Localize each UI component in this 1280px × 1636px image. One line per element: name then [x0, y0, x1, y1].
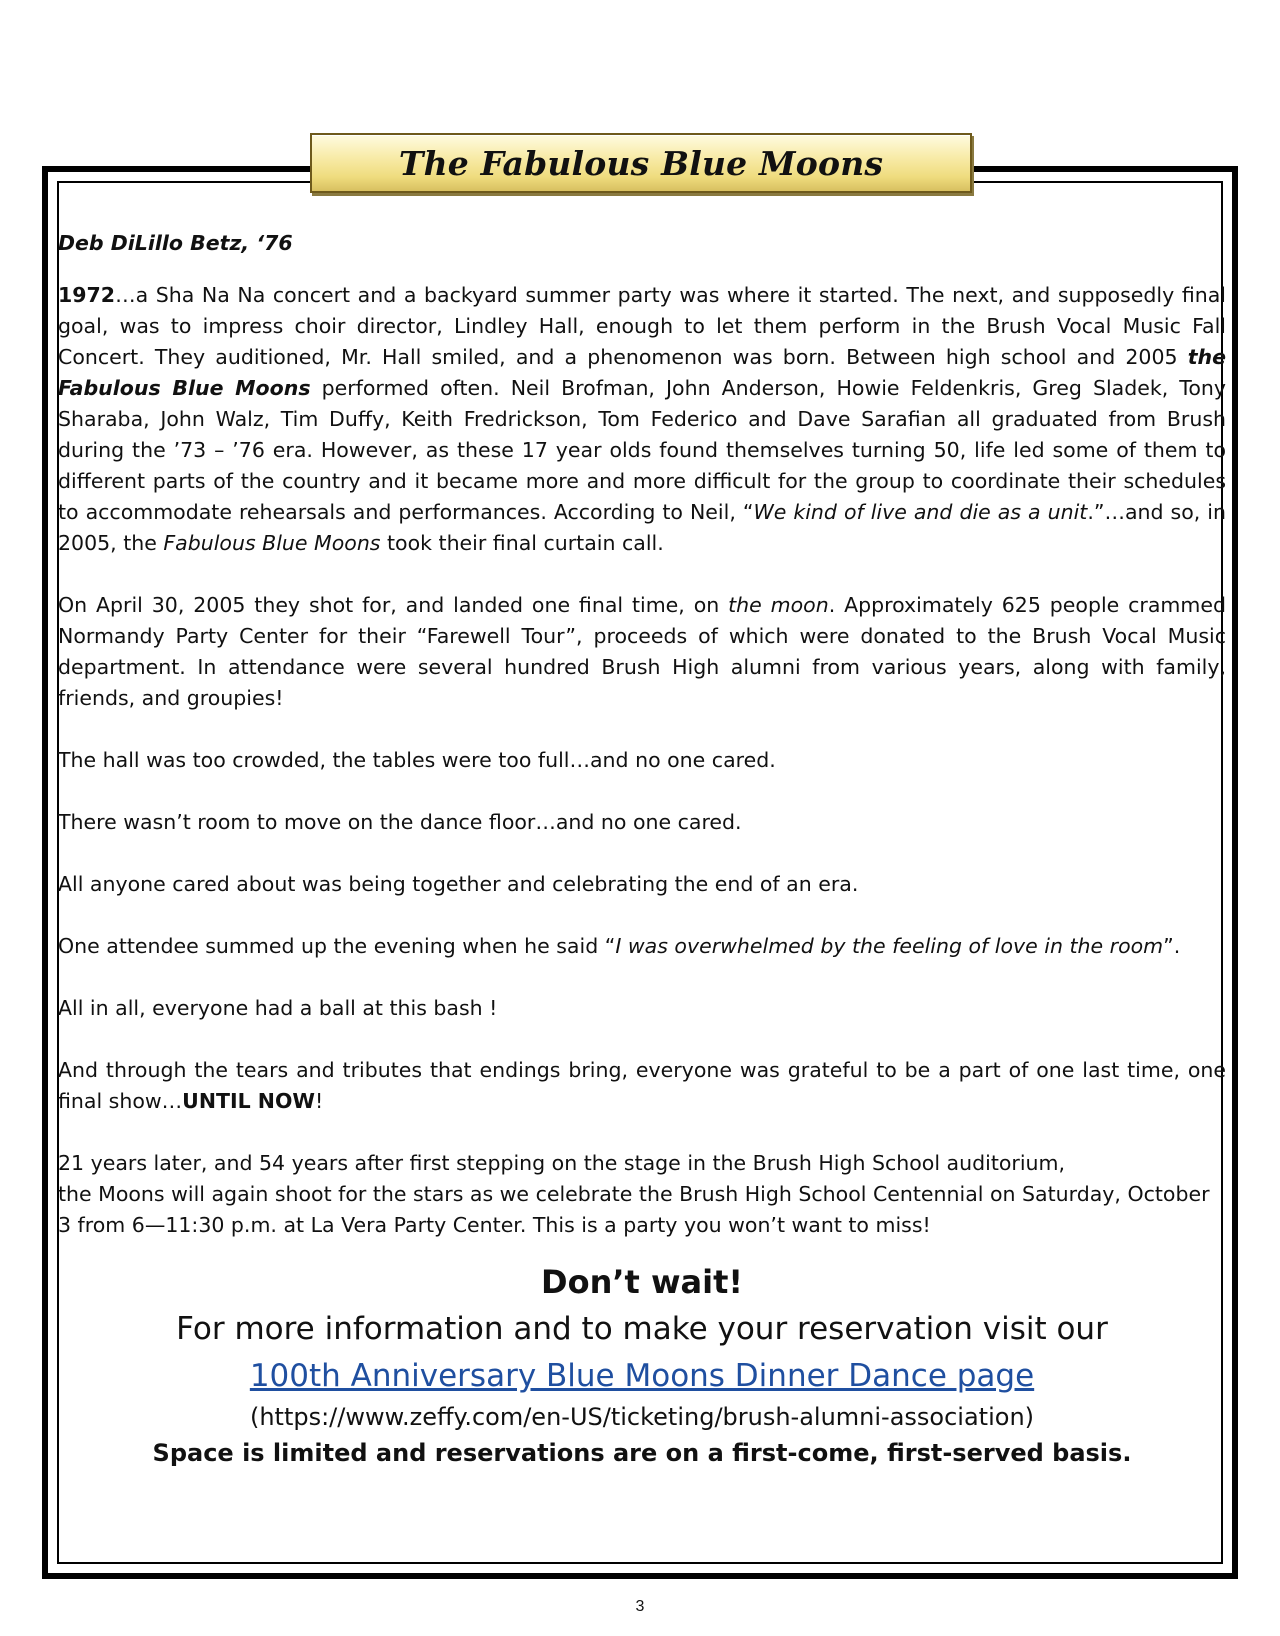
paragraph-ball: All in all, everyone had a ball at this bash !	[58, 996, 498, 1020]
paragraph-attendee-quote: One attendee summed up the evening when he said “I was overwhelmed by the feeling of love in the room”.	[58, 934, 1181, 958]
article-body	[58, 228, 1226, 1471]
paragraph-together: All anyone cared about was being together and celebrating the end of an era.	[58, 872, 859, 896]
paragraph-crowded: The hall was too crowded, the tables were too full…and no one cared.	[58, 748, 776, 772]
paragraph-dance-floor: There wasn’t room to move on the dance floor…and no one cared.	[58, 810, 742, 834]
until-now: UNTIL NOW	[182, 1089, 315, 1113]
paragraph-farewell: On April 30, 2005 they shot for, and landed one final time, on the moon. Approximately 625 people crammed Normandy Party Center for their “Farewell Tour”, proceeds of which were donated to the Brush Vocal Music department. In attendance were several hundred Brush High alumni from various years, along with family, friends, and groupies!	[58, 593, 1226, 710]
group-name-emphasis: the Fabulous Blue Moons	[58, 345, 1226, 400]
article-title: The Fabulous Blue Moons	[398, 143, 884, 183]
more-info-text: For more information and to make your reservation visit our	[176, 1311, 1108, 1347]
dinner-dance-page-link[interactable]: 100th Anniversary Blue Moons Dinner Dance page	[249, 1358, 1035, 1394]
reservation-url: (https://www.zeffy.com/en-US/ticketing/brush-alumni-association)	[249, 1403, 1035, 1431]
title-banner	[310, 133, 972, 193]
reservation-callout	[58, 1259, 1226, 1471]
paragraph-final-show: And through the tears and tributes that endings bring, everyone was grateful to be a part of one last time, one final show…UNTIL NOW!	[58, 1058, 1226, 1113]
group-name-italic: Fabulous Blue Moons	[163, 531, 381, 555]
dont-wait-heading: Don’t wait!	[541, 1263, 743, 1301]
attendee-quote: I was overwhelmed by the feeling of love in the room	[615, 934, 1164, 958]
page-number: 3	[635, 1598, 645, 1615]
paragraph-centennial: 21 years later, and 54 years after first stepping on the stage in the Brush High School auditorium, the Moons will again shoot for the stars as we celebrate the Brush High School Centennial on Saturday, October 3 from 6—11:30 p.m. at La Vera Party Center. This is a party you won’t want to miss!	[58, 1151, 1210, 1237]
byline: Deb DiLillo Betz, ‘76	[58, 231, 293, 255]
paragraph-history: 1972…a Sha Na Na concert and a backyard summer party was where it started. The next, and supposedly final goal, was to impress choir director, Lindley Hall, enough to let them perform in the Brush Vocal Music Fall Concert. They auditioned, Mr. Hall smiled, and a phenomenon was born. Between high school and 2005 the Fabulous Blue Moons performed often. Neil Brofman, John Anderson, Howie Feldenkris, Greg Sladek, Tony Sharaba, John Walz, Tim Duffy, Keith Fredrickson, Tom Federico and Dave Sarafian all graduated from Brush during the ’73 – ’76 era. However, as these 17 year olds found themselves turning 50, life led some of them to different parts of the country and it became more and more difficult for the group to coordinate their schedules to accommodate rehearsals and performances. According to Neil, “We kind of live and die as a unit.”…and so, in 2005, the Fabulous Blue Moons took their final curtain call.	[58, 283, 1226, 555]
year-label: 1972	[58, 283, 116, 307]
neil-quote: We kind of live and die as a unit	[753, 500, 1088, 524]
space-limited-notice: Space is limited and reservations are on a first-come, first-served basis.	[152, 1439, 1132, 1467]
